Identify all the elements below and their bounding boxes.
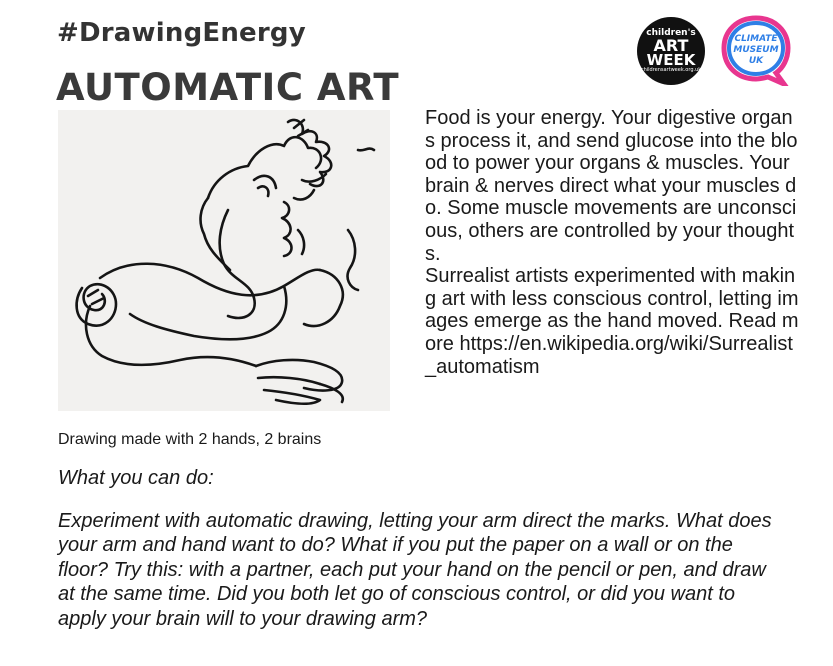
automatic-drawing-image: [58, 110, 390, 411]
figure-caption: Drawing made with 2 hands, 2 brains: [58, 431, 322, 448]
logo-line: WEEK: [646, 51, 696, 69]
logo-line: MUSEUM: [733, 45, 779, 55]
activity-heading: What you can do:: [58, 467, 214, 489]
logo-line: ART: [653, 36, 689, 55]
logo-line: UK: [748, 56, 764, 66]
logo-line: childrensartweek.org.uk: [640, 67, 702, 73]
logo-line: children's: [646, 28, 696, 38]
climate-museum-uk-logo: [718, 14, 794, 86]
childrens-art-week-logo: [637, 17, 705, 85]
hashtag: #DrawingEnergy: [57, 18, 306, 48]
logo-line: CLIMATE: [734, 34, 778, 44]
activity-instructions: Experiment with automatic drawing, letting your arm direct the marks. What does your arm and hand want to do? What if you put the paper on a wall or on the floor? Try this: with a partner, each put your hand on the pencil or pen, and draw at the same time. Did you both let go of conscious control, or did you want to apply your brain will to your drawing arm?: [58, 510, 772, 630]
page-title: AUTOMATIC ART: [56, 66, 400, 109]
body-text: Food is your energy. Your digestive organs process it, and send glucose into the blood to power your organs & muscles. Your brain & nerves direct what your muscles do. Some muscle movements are unconscious, others are controlled by your thoughts. Surrealist artists experimented with making art with less conscious control, letting images emerge as the hand moved. Read more https://en.wikipedia.org/wiki/Surrealist_automatism: [425, 107, 799, 378]
